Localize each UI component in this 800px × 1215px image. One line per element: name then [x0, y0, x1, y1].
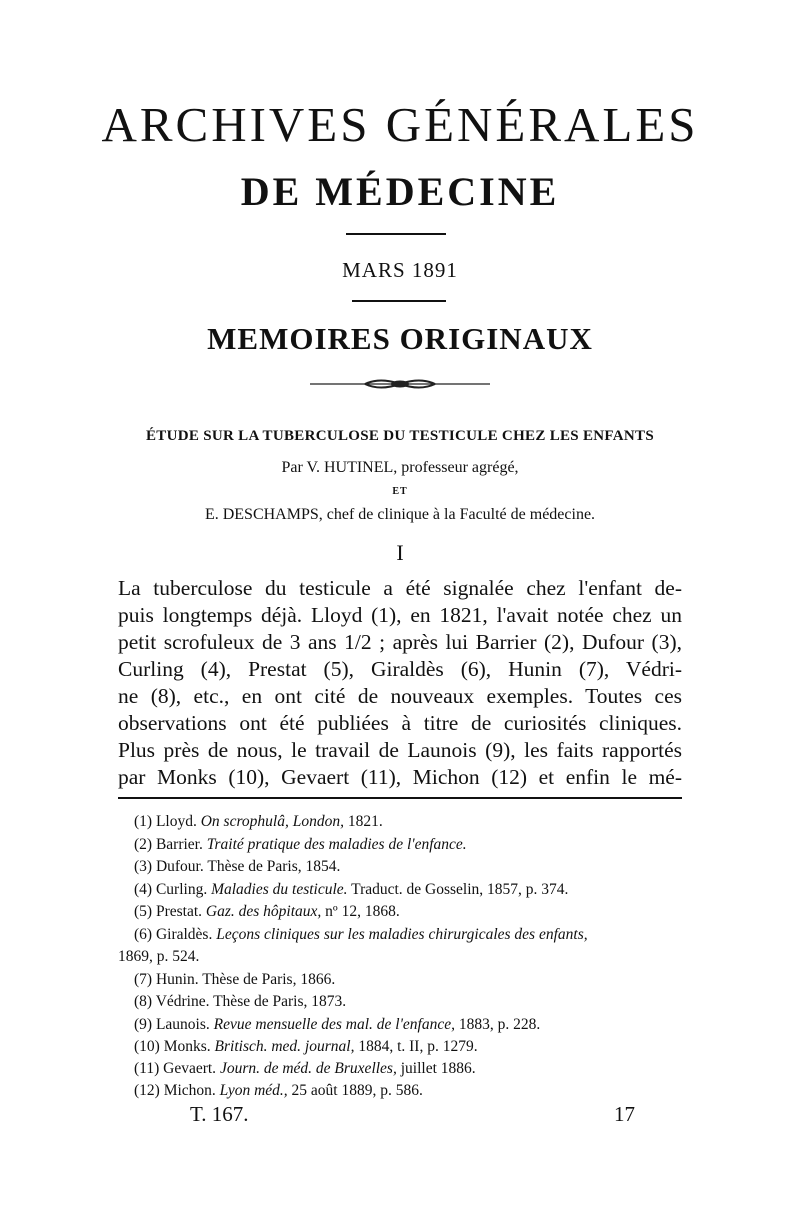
footnote: (1) Lloyd. On scrophulâ, London, 1821. [134, 813, 383, 830]
body-line: observations ont été publiées à titre de curiosités cliniques. [118, 711, 682, 735]
signature-number: 17 [614, 1102, 635, 1126]
section-title: MEMOIRES ORIGINAUX [207, 321, 593, 356]
body-line: Plus près de nous, le travail de Launois (9), les faits rapportés [118, 738, 682, 762]
part-number: I [396, 540, 404, 565]
body-line: par Monks (10), Gevaert (11), Michon (12) et enfin le mé- [118, 765, 682, 789]
body-line: puis longtemps déjà. Lloyd (1), en 1821, l'avait notée chez un [118, 603, 682, 627]
footnote: (10) Monks. Britisch. med. journal, 1884, t. II, p. 1279. [134, 1038, 478, 1055]
volume-number: T. 167. [190, 1102, 249, 1126]
footnote: (4) Curling. Maladies du testicule. Traduct. de Gosselin, 1857, p. 374. [134, 881, 569, 898]
body-line: ne (8), etc., en ont cité de nouveaux exemples. Toutes ces [118, 684, 682, 708]
footnote: (11) Gevaert. Journ. de méd. de Bruxelles, juillet 1886. [134, 1060, 476, 1077]
footnote: (5) Prestat. Gaz. des hôpitaux, nº 12, 1868. [134, 903, 400, 920]
footnote-continuation: 1869, p. 524. [118, 948, 200, 965]
footnote: (6) Giraldès. Leçons cliniques sur les maladies chirurgicales des enfants, [134, 926, 588, 943]
divider-rule [352, 300, 446, 302]
body-line: La tuberculose du testicule a été signalée chez l'enfant de- [118, 576, 682, 600]
ornament-flourish [310, 374, 490, 394]
body-line: Curling (4), Prestat (5), Giraldès (6), Hunin (7), Védri- [118, 657, 682, 681]
footnote: (2) Barrier. Traité pratique des maladies de l'enfance. [134, 836, 467, 853]
author-line-2: E. DESCHAMPS, chef de clinique à la Faculté de médecine. [204, 506, 596, 523]
footnote: (3) Dufour. Thèse de Paris, 1854. [134, 858, 341, 875]
footnote: (9) Launois. Revue mensuelle des mal. de l'enfance, 1883, p. 228. [134, 1016, 541, 1033]
footnote: (12) Michon. Lyon méd., 25 août 1889, p. 586. [134, 1082, 423, 1099]
author-conjunction: ET [392, 486, 408, 497]
issue-date: MARS 1891 [342, 258, 458, 282]
journal-title-line1: ARCHIVES GÉNÉRALES [101, 97, 699, 152]
journal-title-line2: DE MÉDECINE [240, 169, 560, 214]
article-title: ÉTUDE SUR LA TUBERCULOSE DU TESTICULE CHEZ LES ENFANTS [145, 428, 654, 444]
author-line-1: Par V. HUTINEL, professeur agrégé, [281, 459, 519, 476]
footnote-separator [118, 797, 682, 799]
footnote: (8) Védrine. Thèse de Paris, 1873. [134, 993, 347, 1010]
footnote: (7) Hunin. Thèse de Paris, 1866. [134, 971, 336, 988]
body-line: petit scrofuleux de 3 ans 1/2 ; après lui Barrier (2), Dufour (3), [118, 630, 682, 654]
divider-rule [346, 233, 446, 235]
